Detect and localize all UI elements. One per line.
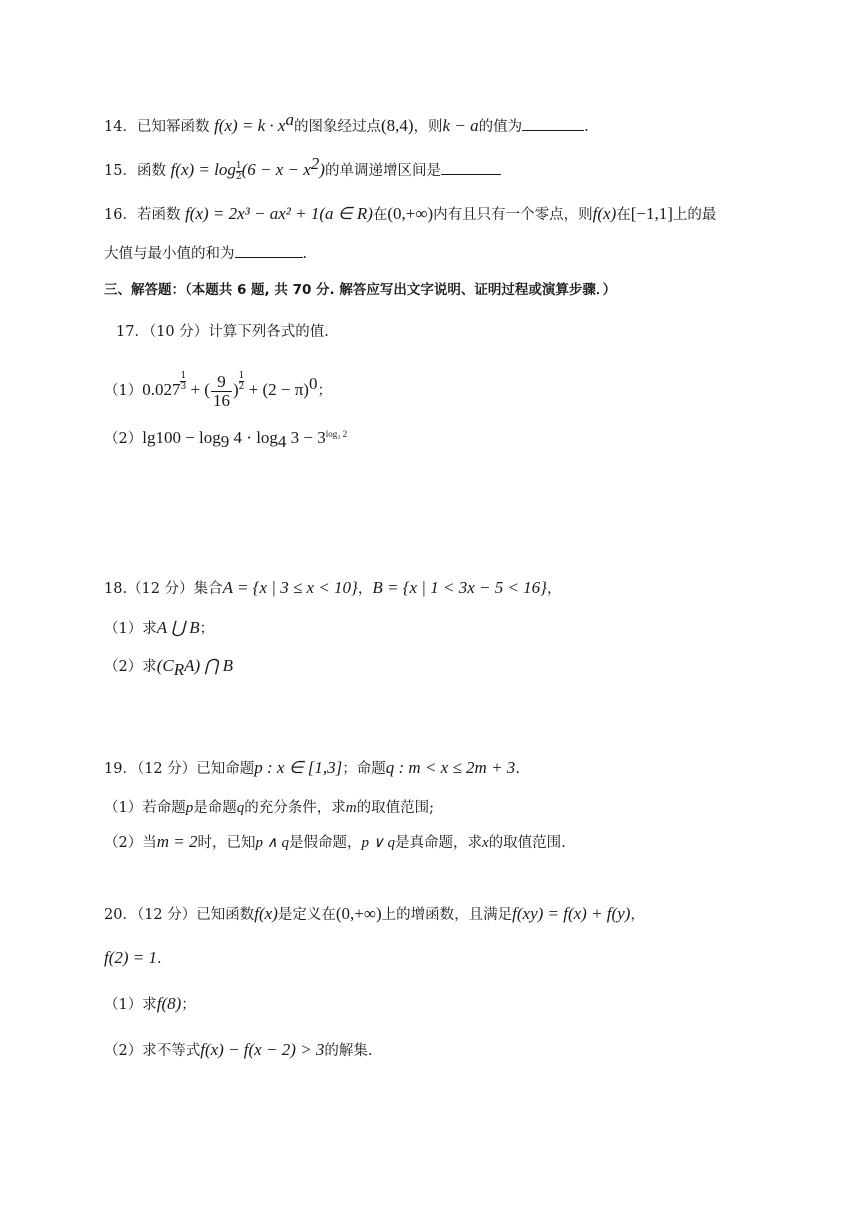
question-text: ；命题 [342, 761, 386, 777]
question-text: 内有且只有一个零点，则 [433, 207, 593, 223]
question-text: ，则 [413, 119, 443, 135]
log-base: 4 [277, 431, 287, 451]
question-text: 集合 [193, 581, 223, 597]
question-17 [116, 322, 329, 342]
question-20 [104, 904, 645, 925]
math-expression: B = {x | 1 < 3x − 5 < 16} [372, 578, 547, 597]
question-text: 当 [142, 835, 157, 851]
punctuation: ， [630, 907, 645, 923]
math-expression: f(x) [254, 904, 278, 923]
fraction-numerator: 1 [235, 160, 242, 171]
math-expression: A = {x | 3 ≤ x < 10} [222, 578, 358, 597]
part-label: （2） [104, 835, 143, 851]
question-text: 求 [142, 997, 157, 1013]
punctuation: . [157, 951, 162, 967]
question-text: 的充分条件，求 [244, 800, 346, 816]
part-label: （1） [104, 383, 143, 399]
question-text: 在 [372, 207, 388, 223]
punctuation: ； [181, 997, 196, 1013]
math-expression: A) ⋂ B [184, 656, 233, 675]
question-text: 函数 [136, 163, 166, 179]
part-label: （1） [104, 621, 143, 637]
question-score: （12 分） [127, 581, 194, 597]
question-number: 15． [104, 163, 137, 179]
fraction-denominator: 16 [212, 390, 230, 410]
question-text: 时，已知 [197, 835, 256, 851]
math-expression: f(xy) = f(x) + f(y) [512, 904, 631, 923]
punctuation: ， [546, 581, 562, 597]
question-20-part-2 [104, 1040, 372, 1061]
question-16 [104, 204, 716, 225]
math-expression: [−1,1] [630, 204, 673, 223]
question-15 [104, 154, 501, 182]
log-base: 9 [220, 431, 230, 451]
part-label: （2） [104, 659, 143, 675]
fraction-numerator: 9 [211, 373, 232, 392]
math-expression: (6 − x − x [241, 160, 311, 179]
fraction [211, 373, 232, 410]
question-14 [104, 110, 589, 137]
math-expression: f(2) = 1 [104, 948, 158, 967]
math-expression: + (2 − π) [244, 380, 309, 399]
math-expression: ) [232, 380, 239, 399]
part-label: （2） [104, 1043, 143, 1059]
question-18 [104, 578, 561, 599]
question-17-part-1 [104, 370, 332, 411]
question-19-part-1 [104, 798, 434, 818]
answer-blank [235, 245, 303, 258]
math-variable: m [345, 800, 357, 816]
question-19 [104, 758, 520, 779]
math-expression: f(x) − f(x − 2) > 3 [200, 1040, 325, 1059]
question-17-part-2 [104, 428, 347, 449]
math-expression: k − a [442, 116, 479, 135]
question-text: 已知命题 [196, 761, 255, 777]
math-expression: 3 − 3 [286, 428, 326, 447]
question-text: 求 [142, 659, 157, 675]
math-expression: A ⋃ B [156, 618, 200, 637]
math-expression: f(8) [156, 994, 182, 1013]
math-expression: ) [319, 160, 325, 179]
question-score: （10 分） [148, 324, 209, 340]
fraction-numerator: 1 [180, 371, 187, 382]
math-expression: + ( [186, 380, 210, 399]
math-expression: (0,+∞) [387, 204, 434, 223]
punctuation: ， [357, 581, 373, 597]
question-text: 的图象经过点 [293, 119, 381, 135]
section-heading: 三、解答题：（本题共 6 题, 共 70 分. 解答应写出文字说明、证明过程或演算步骤．） [104, 282, 617, 298]
fraction-denominator: 2 [238, 382, 245, 393]
question-text: 的取值范围; [356, 800, 434, 816]
question-text: 是定义在 [277, 907, 336, 923]
question-number: 19． [104, 761, 137, 777]
fraction-denominator: 3 [180, 382, 187, 393]
math-expression: p ∨ q [361, 835, 395, 851]
math-subscript: R [173, 659, 185, 679]
question-18-part-2 [104, 656, 233, 677]
question-text: 是假命题， [288, 835, 362, 851]
math-expression: lg100 − log [142, 428, 221, 447]
math-expression: 0.027 [142, 380, 181, 399]
punctuation: . [515, 761, 520, 777]
question-text: 是真命题，求 [394, 835, 482, 851]
question-16-line-2 [104, 244, 307, 264]
part-label: （2） [104, 431, 143, 447]
question-number: 14． [104, 119, 137, 135]
question-text: 上的最 [672, 207, 717, 223]
part-label: （1） [104, 800, 143, 816]
question-text: 若命题 [142, 800, 186, 816]
question-text: 计算下列各式的值. [208, 324, 329, 340]
math-expression: q : m < x ≤ 2m + 3 [385, 758, 516, 777]
question-text: 上的增函数，且满足 [381, 907, 513, 923]
question-text: 在 [616, 207, 631, 223]
question-score: （12 分） [136, 907, 197, 923]
question-19-part-2 [104, 832, 566, 853]
math-expression: f(x) [592, 204, 617, 223]
question-text: 是命题 [193, 800, 237, 816]
part-label: （1） [104, 997, 143, 1013]
math-expression: (0,+∞) [335, 904, 382, 923]
math-expression: (C [156, 656, 174, 675]
fraction-denominator: 2 [235, 171, 242, 182]
question-text: 的单调递增区间是 [324, 163, 441, 179]
question-20-line-2 [104, 948, 162, 969]
question-text: 的解集. [324, 1043, 373, 1059]
math-variable: p [185, 800, 194, 816]
math-expression: f(x) = 2x³ − ax² + 1(a ∈ R) [185, 204, 373, 223]
answer-blank [441, 162, 501, 175]
answer-blank [522, 118, 584, 131]
question-score: （12 分） [136, 761, 197, 777]
punctuation: . [302, 246, 308, 262]
question-text: 求不等式 [142, 1043, 201, 1059]
math-expression: 4 · log [229, 428, 278, 447]
math-expression: p ∧ q [255, 835, 289, 851]
math-expression: f(x) = log [170, 160, 236, 179]
question-20-part-1 [104, 994, 196, 1015]
question-text: 大值与最小值的和为 [104, 246, 235, 262]
question-text: 求 [142, 621, 157, 637]
question-number: 20． [104, 907, 137, 923]
question-text: 已知幂函数 [136, 119, 210, 135]
math-expression: m = 2 [156, 832, 198, 851]
punctuation: . [584, 119, 589, 135]
math-exponent: log₃ 2 [325, 429, 348, 440]
punctuation: ； [199, 621, 215, 637]
question-number: 16． [104, 207, 137, 223]
math-exponent: 0 [308, 374, 318, 394]
punctuation: ； [317, 383, 332, 399]
question-text: 的取值范围. [488, 835, 566, 851]
math-expression: p : x ∈ [1,3] [254, 758, 343, 777]
question-text: 的值为 [478, 119, 523, 135]
math-expression: f(x) = k · x [214, 116, 286, 135]
math-expression: (8,4) [380, 116, 414, 135]
math-exponent: a [285, 110, 294, 130]
fraction-numerator: 1 [238, 371, 245, 382]
question-number: 18. [104, 581, 128, 597]
question-number: 17． [116, 324, 149, 340]
question-text: 已知函数 [196, 907, 255, 923]
question-18-part-1 [104, 618, 214, 639]
question-text: 若函数 [136, 207, 181, 223]
math-variable: q [236, 800, 245, 816]
math-variable: x [481, 835, 489, 851]
math-exponent: 2 [310, 154, 320, 174]
